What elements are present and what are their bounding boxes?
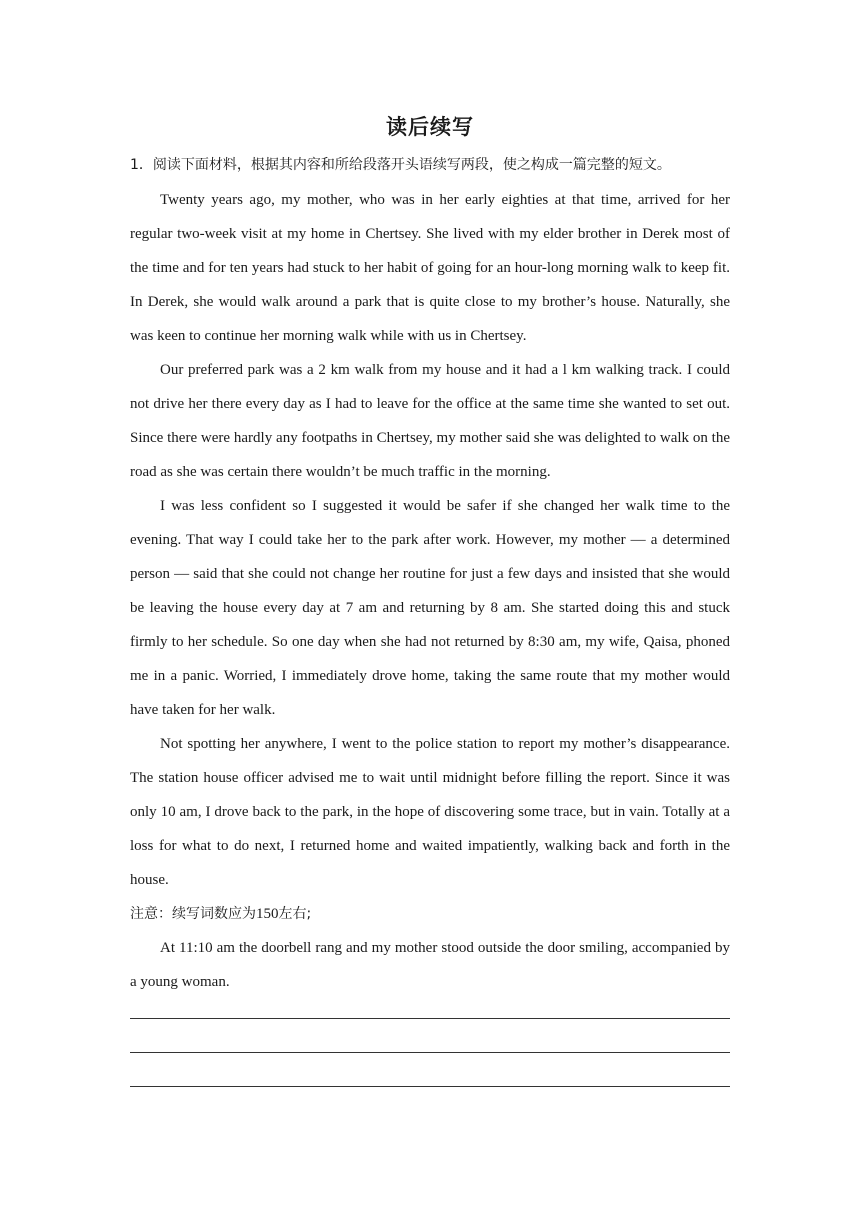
page-title: 读后续写 [386,115,474,139]
passage-paragraph: Not spotting her anywhere, I went to the police station to report my mother’s disappearance. The station house officer advised me to wait until midnight before filling the report. Since it was only 10 am, I drove back to the park, in the hope of discovering some trace, but in vain. Totally at a loss for what to do next, I returned home and waited impatiently, walking back and forth in the house. [130,736,730,888]
answer-line[interactable] [130,1086,730,1087]
passage-paragraph: Twenty years ago, my mother, who was in her early eighties at that time, arrived for her regular two-week visit at my home in Chertsey. She lived with my elder brother in Derek most of the time and for ten years had stuck to her habit of going for an hour-long morning walk to keep fit. In Derek, she would walk around a park that is quite close to my brother’s house. Naturally, she was keen to continue her morning walk while with us in Chertsey. [130,192,730,344]
reading-passage [130,183,730,999]
answer-lines [130,1018,730,1120]
word-count-note [130,897,730,931]
continuation-start-sentence: At 11:10 am the doorbell rang and my mother stood outside the door smiling, accompanied by a young woman. [130,940,730,990]
answer-line[interactable] [130,1052,730,1053]
passage-paragraph: Our preferred park was a 2 km walk from my house and it had a l km walking track. I could not drive her there every day as I had to leave for the office at the same time she wanted to set out. Since there were hardly any footpaths in Chertsey, my mother said she was delighted to walk on the road as she was certain there wouldn’t be much traffic in the morning. [130,362,730,480]
answer-line[interactable] [130,1018,730,1019]
note-prefix: 注意：续写词数应为 [130,906,256,922]
question-instruction: 1．阅读下面材料，根据其内容和所给段落开头语续写两段，使之构成一篇完整的短文。 [130,157,671,173]
passage-paragraph: I was less confident so I suggested it would be safer if she changed her walk time to the evening. That way I could take her to the park after work. However, my mother — a determined person — said that she could not change her routine for just a few days and insisted that she would be leaving the house every day at 7 am and returning by 8 am. She started doing this and stuck firmly to her schedule. So one day when she had not returned by 8:30 am, my wife, Qaisa, phoned me in a panic. Worried, I immediately drove home, taking the same route that my mother would have taken for her walk. [130,498,730,718]
note-number: 150 [256,906,279,922]
note-suffix: 左右; [278,906,312,922]
